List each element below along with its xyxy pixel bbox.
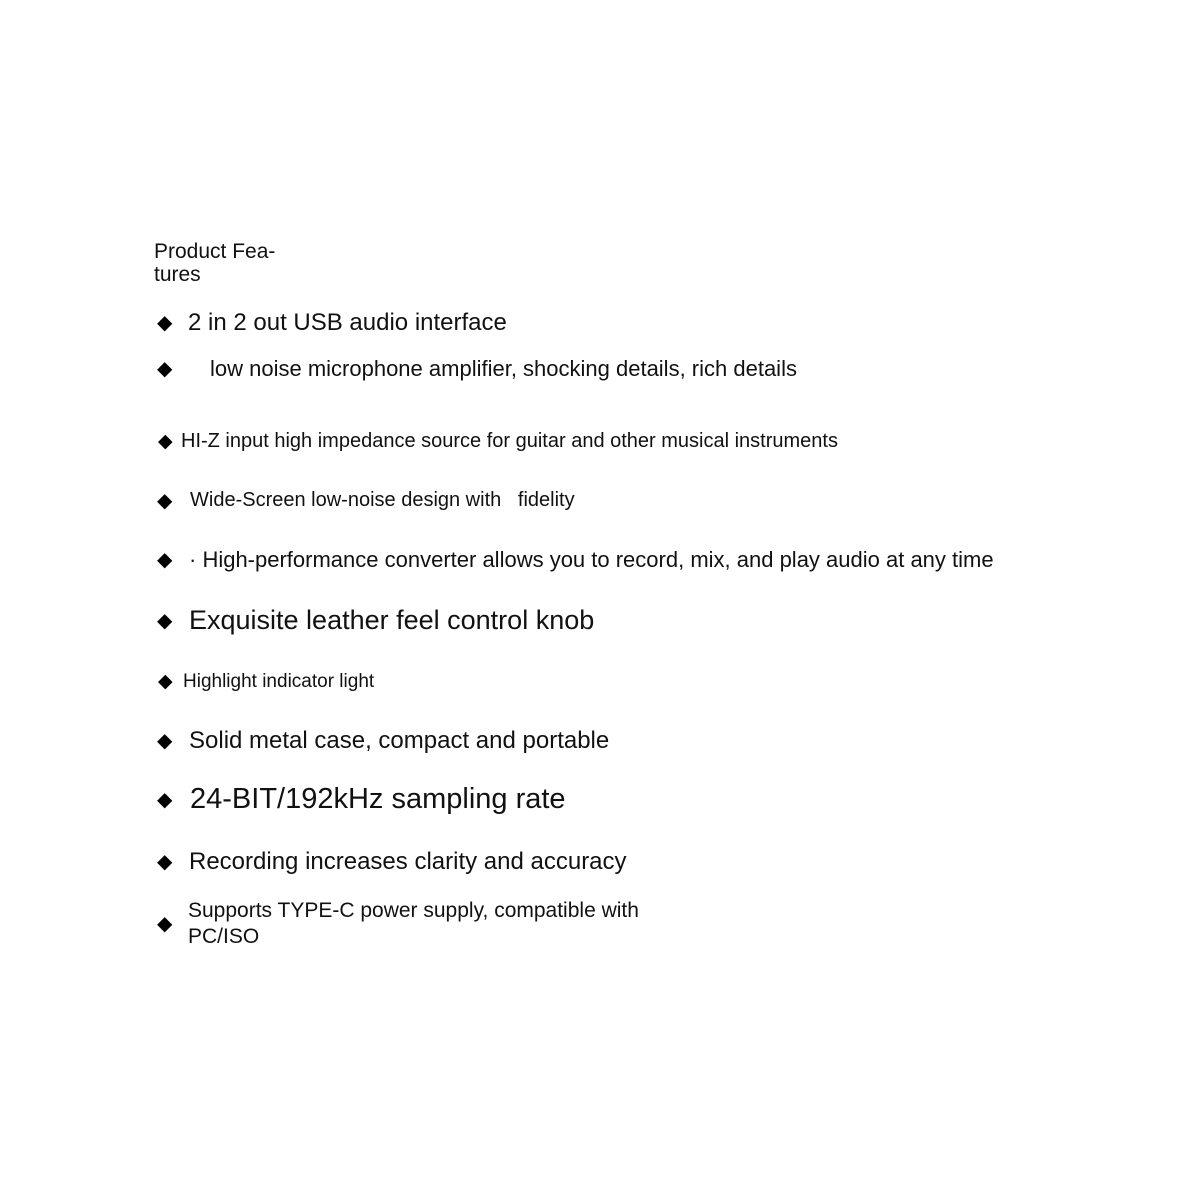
feature-text: 2 in 2 out USB audio interface [188, 309, 507, 336]
diamond-bullet-icon: ◆ [157, 851, 173, 873]
section-title: Product Fea- tures [154, 240, 276, 286]
feature-text: Solid metal case, compact and portable [189, 727, 610, 754]
feature-item [158, 671, 374, 693]
feature-item [157, 848, 627, 876]
diamond-bullet-icon: ◆ [157, 913, 173, 935]
feature-text: Recording increases clarity and accuracy [189, 848, 627, 875]
feature-text: · High-performance converter allows you to record, mix, and play audio at any time [189, 547, 994, 572]
feature-item [158, 430, 838, 453]
diamond-bullet-icon: ◆ [157, 788, 173, 811]
diamond-bullet-icon: ◆ [157, 357, 173, 380]
diamond-bullet-icon: ◆ [157, 730, 173, 752]
diamond-bullet-icon: ◆ [157, 312, 173, 334]
feature-item [157, 489, 575, 512]
diamond-bullet-icon: ◆ [157, 489, 173, 512]
feature-text: HI-Z input high impedance source for guitar and other musical instruments [181, 430, 838, 452]
feature-text: Highlight indicator light [183, 671, 375, 692]
diamond-bullet-icon: ◆ [158, 671, 173, 692]
feature-item [157, 783, 566, 816]
feature-item [157, 605, 594, 636]
feature-text: 24-BIT/192kHz sampling rate [190, 783, 566, 815]
feature-text: Exquisite leather feel control knob [189, 605, 595, 635]
feature-item [157, 547, 994, 573]
diamond-bullet-icon: ◆ [157, 609, 173, 632]
feature-item [157, 727, 609, 755]
diamond-bullet-icon: ◆ [157, 549, 173, 571]
feature-text: Supports TYPE-C power supply, compatible with PC/ISO [188, 899, 639, 948]
feature-text: Wide-Screen low-noise design with fidelity [190, 489, 575, 511]
feature-item [157, 352, 807, 385]
diamond-bullet-icon: ◆ [158, 430, 173, 452]
feature-text: low noise microphone amplifier, shocking details, rich details [210, 356, 797, 381]
feature-item [157, 898, 708, 950]
feature-item [157, 309, 507, 337]
